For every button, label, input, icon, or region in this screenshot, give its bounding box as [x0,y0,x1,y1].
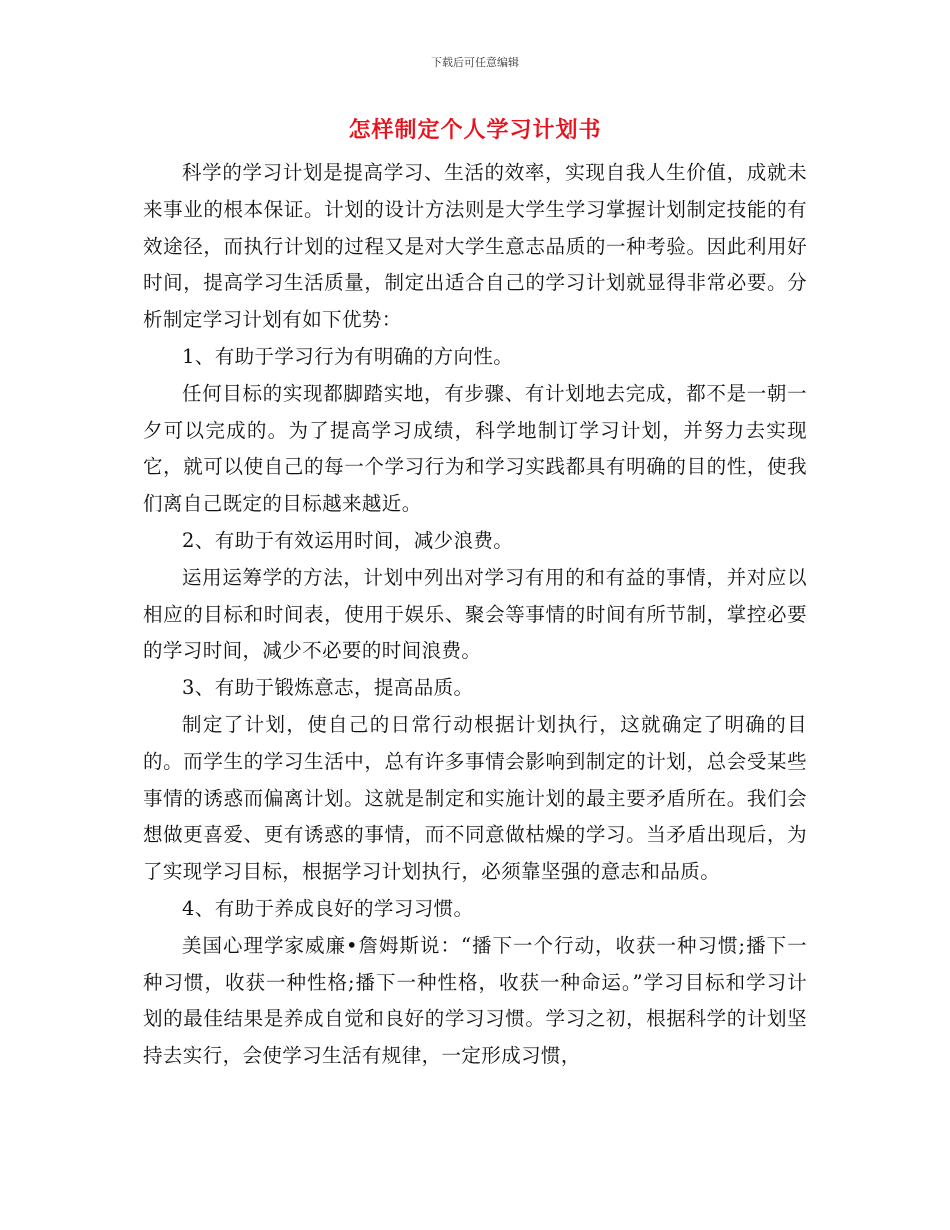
point-2-heading: 2、有助于有效运用时间，减少浪费。 [182,528,514,552]
intro-paragraph: 科学的学习计划是提高学习、生活的效率，实现自我人生价值，成就未来事业的根本保证。计划的设计方法则是大学生学习掌握计划制定技能的有效途径，而执行计划的过程又是对大学生意志品质的一种考验。因此利用好时间，提高学习生活质量，制定出适合自己的学习计划就显得非常必要。分析制定学习计划有如下优势： [143,161,807,332]
point-4-body: 美国心理学家威廉•詹姆斯说：“播下一个行动，收获一种习惯;播下一种习惯，收获一种性格;播下一种性格，收获一种命运。”学习目标和学习计划的最佳结果是养成自觉和良好的学习习惯。学习之初，根据科学的计划坚持去实行，会使学习生活有规律，一定形成习惯， [143,933,807,1068]
document-body [143,155,807,1075]
document-title: 怎样制定个人学习计划书 [348,118,602,143]
point-4-heading: 4、有助于养成良好的学习习惯。 [182,896,474,920]
point-3-body: 制定了计划，使自己的日常行动根据计划执行，这就确定了明确的目的。而学生的学习生活中，总有许多事情会影响到制定的计划，总会受某些事情的诱惑而偏离计划。这就是制定和实施计划的最主要矛盾所在。我们会想做更喜爱、更有诱惑的事情，而不同意做枯燥的学习。当矛盾出现后，为了实现学习目标，根据学习计划执行，必须靠坚强的意志和品质。 [143,712,807,884]
point-2-body: 运用运筹学的方法，计划中列出对学习有用的和有益的事情，并对应以相应的目标和时间表，使用于娱乐、聚会等事情的时间有所节制，掌控必要的学习时间，减少不必要的时间浪费。 [143,565,807,663]
point-1-body: 任何目标的实现都脚踏实地，有步骤、有计划地去完成，都不是一朝一夕可以完成的。为了提高学习成绩，科学地制订学习计划，并努力去实现它，就可以使自己的每一个学习行为和学习实践都具有明确的目的性，使我们离自己既定的目标越来越近。 [143,381,807,516]
point-3-heading: 3、有助于锻炼意志，提高品质。 [182,676,474,700]
point-1-heading: 1、有助于学习行为有明确的方向性。 [182,344,514,368]
header-note: 下载后可任意编辑 [431,56,519,69]
